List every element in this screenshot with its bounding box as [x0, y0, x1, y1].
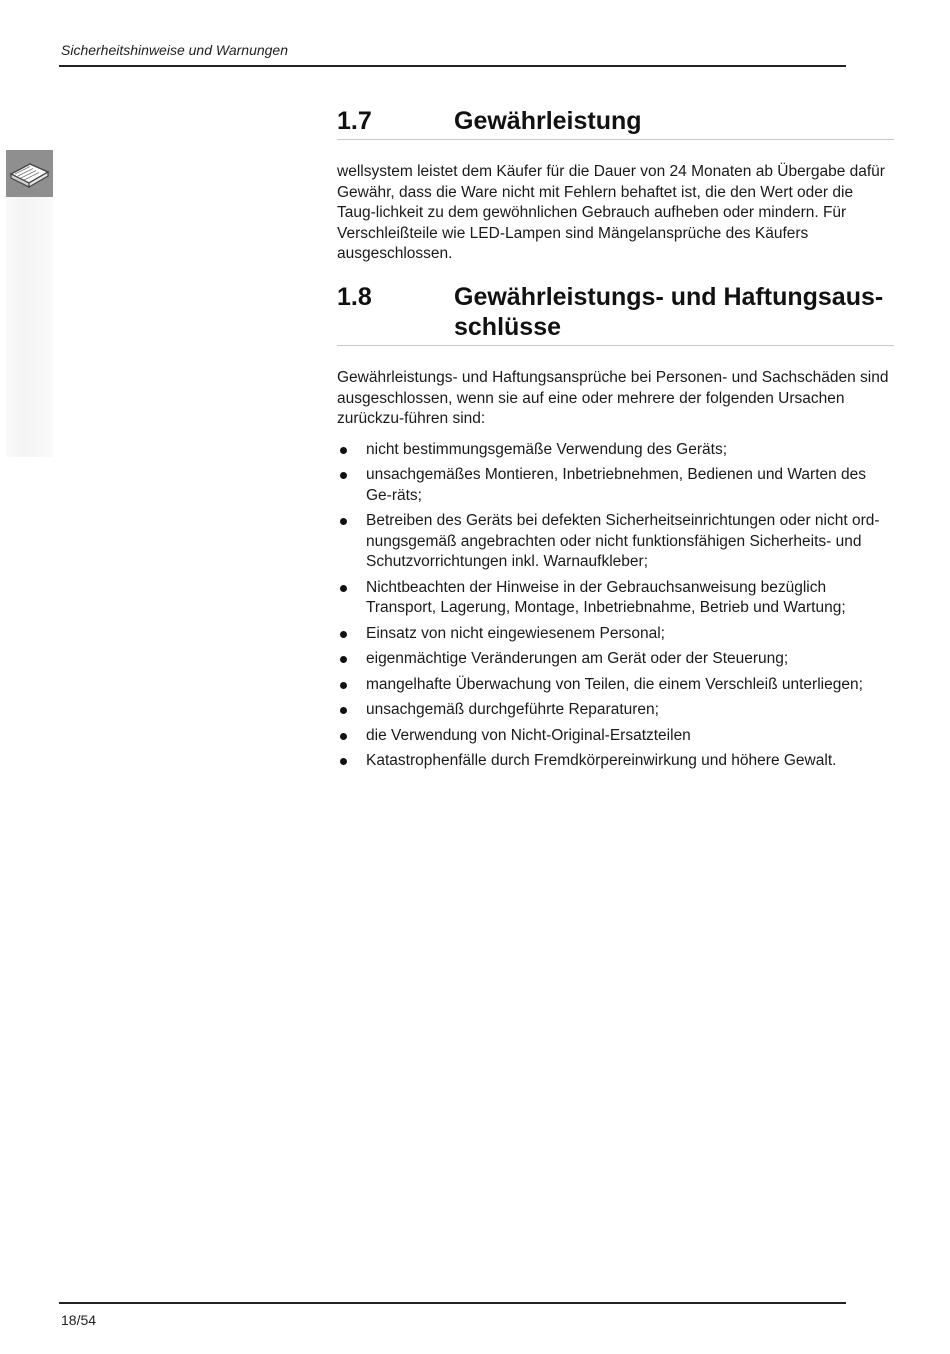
- list-item: [337, 700, 894, 721]
- header-divider: [59, 65, 846, 67]
- list-item-text: unsachgemäßes Montieren, Inbetriebnehmen, Bedienen und Warten des Ge-räts;: [366, 466, 867, 504]
- bullet-icon: [340, 733, 347, 740]
- list-item-text: Nichtbeachten der Hinweise in der Gebrauchsanweisung bezüglich Transport, Lagerung, Montage, Inbetriebnahme, Betrieb und Wartung;: [366, 578, 846, 616]
- list-item: [337, 465, 894, 506]
- section-number: 1.7: [337, 107, 372, 135]
- list-item: [337, 726, 894, 747]
- chapter-tab: [6, 150, 53, 197]
- list-item-text: eigenmächtige Veränderungen am Gerät oder der Steuerung;: [366, 650, 789, 667]
- footer-divider: [59, 1302, 846, 1304]
- section-paragraph: wellsystem leistet dem Käufer für die Dauer von 24 Monaten ab Übergabe dafür Gewähr, dass die Ware nicht mit Fehlern behaftet ist, die den Wert oder die Taug-lichkeit zu dem gewöhnlichen Gebrauch aufheben oder mindern. Für Verschleißteile wie LED-Lampen sind Mängelansprüche des Käufers ausgeschlossen.: [337, 163, 885, 262]
- bullet-icon: [340, 758, 347, 765]
- list-item-text: unsachgemäß durchgeführte Reparaturen;: [366, 701, 659, 718]
- book-icon: [6, 150, 53, 197]
- bullet-icon: [340, 707, 347, 714]
- list-item: [337, 511, 894, 573]
- chapter-tab-strip: [6, 197, 53, 457]
- section-title: Gewährleistung: [454, 107, 642, 135]
- section-1-8: [337, 282, 894, 777]
- bullet-icon: [340, 631, 347, 638]
- bullet-icon: [340, 518, 347, 525]
- list-item: [337, 649, 894, 670]
- list-item-text: Katastrophenfälle durch Fremdkörpereinwirkung und höhere Gewalt.: [366, 752, 837, 769]
- bullet-icon: [340, 682, 347, 689]
- list-item: [337, 440, 894, 461]
- page-number: 18/54: [61, 1312, 97, 1328]
- list-item: [337, 751, 894, 772]
- section-title: Gewährleistungs- und Haftungsaus-schlüsse: [454, 283, 884, 341]
- bullet-icon: [340, 472, 347, 479]
- bullet-icon: [340, 447, 347, 454]
- section-1-7: [337, 106, 894, 265]
- cause-list: [337, 440, 894, 772]
- list-item-text: Einsatz von nicht eingewiesenem Personal;: [366, 624, 665, 642]
- list-item-text: mangelhafte Überwachung von Teilen, die einem Verschleiß unterliegen;: [366, 675, 863, 693]
- running-header: Sicherheitshinweise und Warnungen: [61, 42, 288, 58]
- list-item: [337, 624, 894, 645]
- list-item: [337, 578, 894, 619]
- list-item: [337, 675, 894, 696]
- bullet-icon: [340, 585, 347, 592]
- list-item-text: nicht bestimmungsgemäße Verwendung des Geräts;: [366, 440, 727, 458]
- section-heading: [337, 282, 894, 346]
- section-number: 1.8: [337, 283, 372, 311]
- list-item-text: Betreiben des Geräts bei defekten Sicherheitseinrichtungen oder nicht ord-nungsgemäß angebrachten oder nicht funktionsfähigen Sicherheits- und Schutzvorrichtungen inkl. Warnaufkleber;: [366, 512, 880, 570]
- bullet-icon: [340, 656, 347, 663]
- section-heading: [337, 106, 894, 140]
- section-paragraph: Gewährleistungs- und Haftungsansprüche bei Personen- und Sachschäden sind ausgeschlossen, wenn sie auf eine oder mehrere der folgenden Ursachen zurückzu-führen sind:: [337, 369, 889, 427]
- list-item-text: die Verwendung von Nicht-Original-Ersatzteilen: [366, 726, 691, 744]
